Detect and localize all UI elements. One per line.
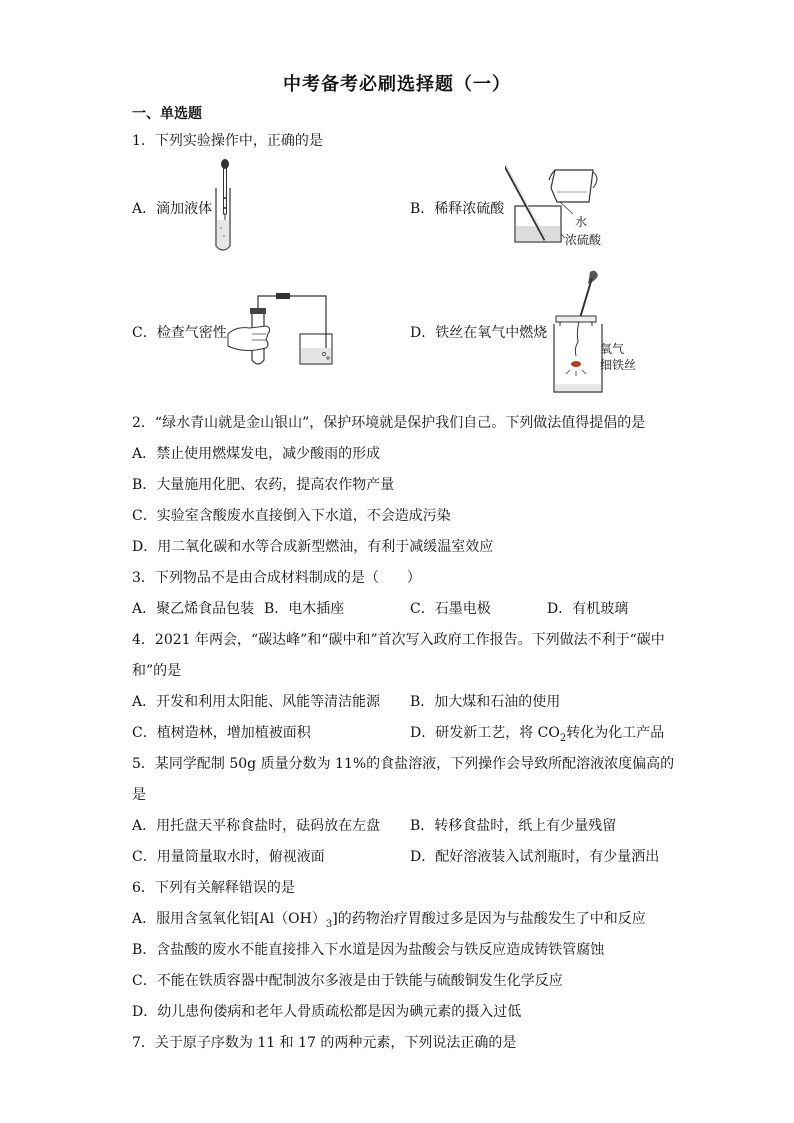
q2-option-c[interactable]: C．实验室含酸废水直接倒入下水道，不会造成污染 <box>132 508 451 524</box>
q3-option-a[interactable]: A．聚乙烯食品包装 <box>132 601 255 617</box>
question-2-stem: 2．“绿水青山就是金山银山”，保护环境就是保护我们自己。下列做法值得提倡的是 <box>132 415 646 431</box>
q6-option-c[interactable]: C．不能在铁质容器中配制波尔多液是由于铁能与硫酸铜发生化学反应 <box>132 973 563 989</box>
q4-option-c[interactable]: C．植树造林，增加植被面积 <box>132 725 311 741</box>
label-water: 水 <box>575 215 588 229</box>
q2-option-d[interactable]: D．用二氧化碳和水等合成新型燃油，有利于减缓温室效应 <box>132 539 494 555</box>
question-1-stem: 1．下列实验操作中，正确的是 <box>132 133 323 149</box>
q3-option-b[interactable]: B．电木插座 <box>264 601 345 617</box>
q6-option-a-text: A．服用含氢氧化铝[Al（OH） <box>132 911 326 927</box>
label-concentrated-acid: 浓硫酸 <box>565 233 602 247</box>
question-6-stem: 6．下列有关解释错误的是 <box>132 880 295 896</box>
q6-option-a-text-end: ]的药物治疗胃酸过多是因为与盐酸发生了中和反应 <box>332 911 646 927</box>
q6-option-a[interactable] <box>132 908 646 930</box>
q3-option-c[interactable]: C．石墨电极 <box>410 601 491 617</box>
question-4-stem-line2: 和”的是 <box>132 663 182 679</box>
q1-option-a[interactable]: A．滴加液体 <box>132 201 213 217</box>
q3-option-d[interactable]: D．有机玻璃 <box>547 601 629 617</box>
label-iron-wire: 细铁丝 <box>600 358 637 372</box>
airtightness-check-illustration <box>226 290 334 370</box>
section-heading: 一、单选题 <box>132 106 202 122</box>
q1-option-c[interactable]: C．检查气密性 <box>132 325 227 341</box>
q6-option-b[interactable]: B．含盐酸的废水不能直接排入下水道是因为盐酸会与铁反应造成铸铁管腐蚀 <box>132 942 605 958</box>
question-5-stem-line2: 是 <box>132 787 146 803</box>
q5-option-d[interactable]: D．配好溶液装入试剂瓶时，有少量洒出 <box>410 849 660 865</box>
q2-option-b[interactable]: B．大量施用化肥、农药，提高农作物产量 <box>132 477 395 493</box>
q2-option-a[interactable]: A．禁止使用燃煤发电，减少酸雨的形成 <box>132 446 381 462</box>
dropper-test-tube-illustration <box>208 158 238 254</box>
question-4-stem-line1: 4．2021 年两会，“碳达峰”和“碳中和”首次写入政府工作报告。下列做法不利于“碳中 <box>132 632 665 648</box>
q4-option-d-text: D．研发新工艺，将 CO <box>410 725 560 741</box>
q4-option-d[interactable] <box>410 722 664 744</box>
question-5-stem-line1: 5．某同学配制 50g 质量分数为 11%的食盐溶液，下列操作会导致所配溶液浓度偏高的 <box>132 756 675 772</box>
q4-option-a[interactable]: A．开发和利用太阳能、风能等清洁能源 <box>132 694 381 710</box>
q5-option-b[interactable]: B．转移食盐时，纸上有少量残留 <box>410 818 617 834</box>
page-title: 中考备考必刷选择题（一） <box>283 74 511 95</box>
q1-option-b[interactable]: B．稀释浓硫酸 <box>410 201 505 217</box>
q4-option-d-text-end: 转化为化工产品 <box>566 725 665 741</box>
label-oxygen: 氧气 <box>600 342 625 356</box>
question-3-stem: 3．下列物品不是由合成材料制成的是（ ） <box>132 570 421 586</box>
q6-option-d[interactable]: D．幼儿患佝偻病和老年人骨质疏松都是因为碘元素的摄入过低 <box>132 1004 522 1020</box>
q5-option-c[interactable]: C．用量筒量取水时，俯视液面 <box>132 849 325 865</box>
q1-option-d[interactable]: D．铁丝在氧气中燃烧 <box>410 325 548 341</box>
iron-wire-combustion-illustration <box>548 268 608 396</box>
q4-option-b[interactable]: B．加大煤和石油的使用 <box>410 694 561 710</box>
q5-option-a[interactable]: A．用托盘天平称食盐时，砝码放在左盘 <box>132 818 381 834</box>
q4-option-d-subscript: 2 <box>559 732 567 744</box>
question-7-stem: 7．关于原子序数为 11 和 17 的两种元素，下列说法正确的是 <box>132 1035 517 1051</box>
q6-option-a-subscript: 3 <box>325 918 333 930</box>
